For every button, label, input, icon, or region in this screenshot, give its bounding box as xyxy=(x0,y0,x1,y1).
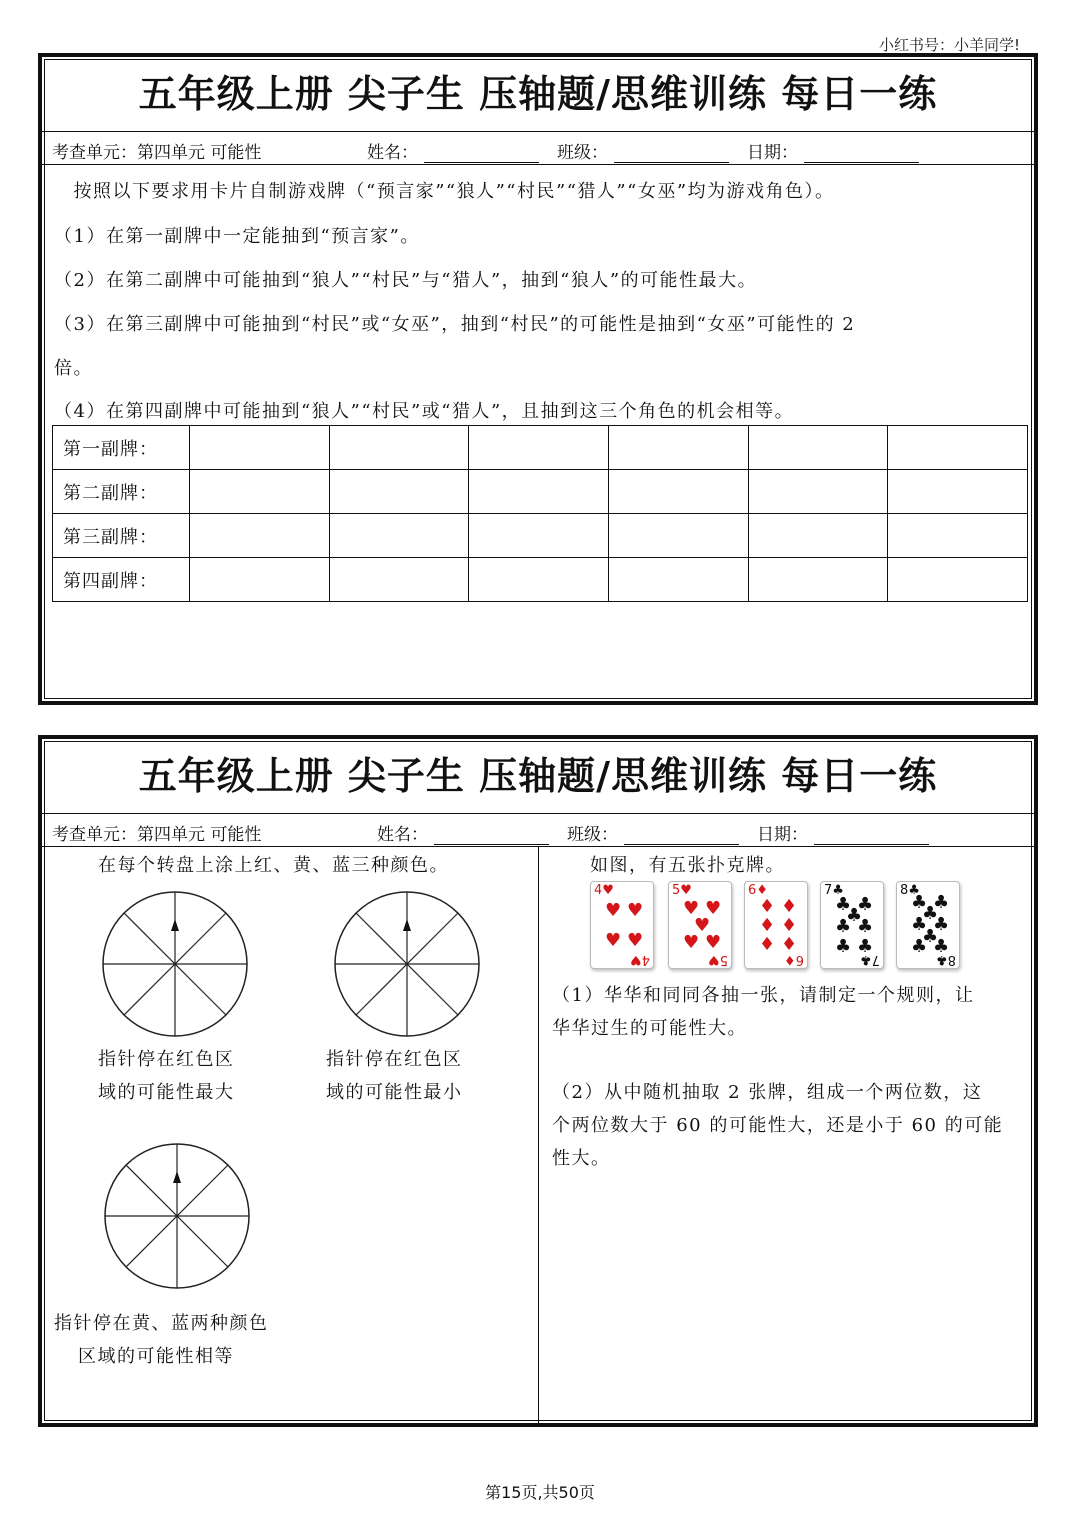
worksheet-2 xyxy=(38,735,1038,1427)
playing-card xyxy=(896,881,960,969)
card-suit-pip: ♦ xyxy=(759,896,776,917)
card-suit-pip: ♣ xyxy=(857,894,874,915)
card-suit-pip: ♣ xyxy=(846,905,863,926)
watermark: 小红书号：小羊同学! xyxy=(878,36,1020,54)
card-suit-pip: ♣ xyxy=(835,894,852,915)
date-field: 日期： xyxy=(747,138,919,163)
spinner-intro: 在每个转盘上涂上红、黄、蓝三种颜色。 xyxy=(98,855,449,876)
card-suit-pip: ♣ xyxy=(911,892,928,913)
page-footer: 第15页,共50页 xyxy=(485,1483,595,1502)
card-suit-pip: ♣ xyxy=(835,916,852,937)
worksheet-title: 五年级上册 尖子生 压轴题/思维训练 每日一练 xyxy=(42,57,1034,132)
class-field: 班级： xyxy=(557,138,729,163)
requirement-3: （3）在第三副牌中可能抽到“村民”或“女巫”，抽到“村民”的可能性是抽到“女巫”可能性的 2 xyxy=(54,314,856,335)
requirement-4: （4）在第四副牌中可能抽到“狼人”“村民”或“猎人”，且抽到这三个角色的机会相等。 xyxy=(54,401,795,422)
card-rank: 8♣ xyxy=(900,883,920,898)
card-suit-pip: ♥ xyxy=(705,898,722,919)
card-suit-pip: ♥ xyxy=(627,900,644,921)
deck-label: 第二副牌： xyxy=(53,470,190,514)
deck-row-2 xyxy=(53,470,1028,514)
spinner-1-caption: 指针停在红色区 域的可能性最大 xyxy=(98,1049,235,1103)
name-field: 姓名： xyxy=(377,820,549,845)
card-suit-pip: ♥ xyxy=(683,932,700,953)
card-suit-pip: ♦ xyxy=(759,915,776,936)
playing-card xyxy=(590,881,654,969)
card-suit-pip: ♣ xyxy=(933,914,950,935)
column-divider xyxy=(538,846,539,1423)
card-suit-pip: ♣ xyxy=(933,936,950,957)
card-suit-pip: ♣ xyxy=(922,926,939,947)
problem-intro: 按照以下要求用卡片自制游戏牌（“预言家”“狼人”“村民”“猎人”“女巫”均为游戏角色）。 xyxy=(54,181,835,202)
playing-card xyxy=(668,881,732,969)
card-suit-pip: ♣ xyxy=(835,936,852,957)
info-row xyxy=(42,814,1034,847)
deck-label: 第一副牌： xyxy=(53,426,190,470)
card-suit-pip: ♥ xyxy=(705,932,722,953)
card-suit-pip: ♥ xyxy=(605,900,622,921)
card-rank: 7♣ xyxy=(860,952,880,967)
question-2: （2）从中随机抽取 2 张牌，组成一个两位数，这 个两位数大于 60 的可能性大，还是小于 60 的可能 性大。 xyxy=(552,1082,1004,1169)
card-rank: 7♣ xyxy=(824,883,844,898)
info-row xyxy=(42,132,1034,165)
card-suit-pip: ♦ xyxy=(781,915,798,936)
playing-card xyxy=(744,881,808,969)
card-suit-pip: ♣ xyxy=(933,892,950,913)
card-suit-pip: ♣ xyxy=(911,914,928,935)
playing-card xyxy=(820,881,884,969)
deck-row-1 xyxy=(53,426,1028,470)
card-suit-pip: ♥ xyxy=(683,898,700,919)
question-1: （1）华华和同同各抽一张，请制定一个规则，让 华华过生的可能性大。 xyxy=(552,985,975,1039)
card-suit-pip: ♦ xyxy=(781,896,798,917)
card-suit-pip: ♣ xyxy=(857,916,874,937)
card-suit-pip: ♦ xyxy=(781,934,798,955)
requirement-2: （2）在第二副牌中可能抽到“狼人”“村民”与“猎人”，抽到“狼人”的可能性最大。 xyxy=(54,270,758,291)
card-suit-pip: ♣ xyxy=(857,936,874,957)
cards-intro: 如图，有五张扑克牌。 xyxy=(590,855,785,876)
requirement-3-cont: 倍。 xyxy=(54,358,93,379)
deck-row-3 xyxy=(53,514,1028,558)
card-suit-pip: ♥ xyxy=(627,930,644,951)
worksheet-1 xyxy=(38,53,1038,705)
unit-label: 考查单元：第四单元 可能性 xyxy=(52,143,262,163)
date-field: 日期： xyxy=(757,820,929,845)
name-field: 姓名： xyxy=(367,138,539,163)
card-rank: 4♥ xyxy=(630,952,650,967)
spinner-wheel-1 xyxy=(100,889,250,1039)
requirement-1: （1）在第一副牌中一定能抽到“预言家”。 xyxy=(54,226,420,247)
card-suit-pip: ♥ xyxy=(605,930,622,951)
deck-table xyxy=(52,425,1028,602)
deck-label: 第三副牌： xyxy=(53,514,190,558)
card-suit-pip: ♣ xyxy=(922,903,939,924)
card-suit-pip: ♣ xyxy=(911,936,928,957)
card-rank: 5♥ xyxy=(672,883,692,898)
card-rank: 4♥ xyxy=(594,883,614,898)
card-rank: 6♦ xyxy=(784,952,804,967)
spinner-3-caption: 指针停在黄、蓝两种颜色 区域的可能性相等 xyxy=(54,1313,269,1367)
deck-row-4 xyxy=(53,558,1028,602)
spinner-wheel-3 xyxy=(102,1141,252,1291)
card-rank: 8♣ xyxy=(936,952,956,967)
card-rank: 6♦ xyxy=(748,883,768,898)
spinner-2-caption: 指针停在红色区 域的可能性最小 xyxy=(326,1049,463,1103)
card-suit-pip: ♦ xyxy=(759,934,776,955)
spinner-wheel-2 xyxy=(332,889,482,1039)
worksheet-title: 五年级上册 尖子生 压轴题/思维训练 每日一练 xyxy=(42,739,1034,814)
card-rank: 5♥ xyxy=(708,952,728,967)
deck-label: 第四副牌： xyxy=(53,558,190,602)
class-field: 班级： xyxy=(567,820,739,845)
unit-label: 考查单元：第四单元 可能性 xyxy=(52,825,262,845)
card-suit-pip: ♥ xyxy=(694,915,711,936)
